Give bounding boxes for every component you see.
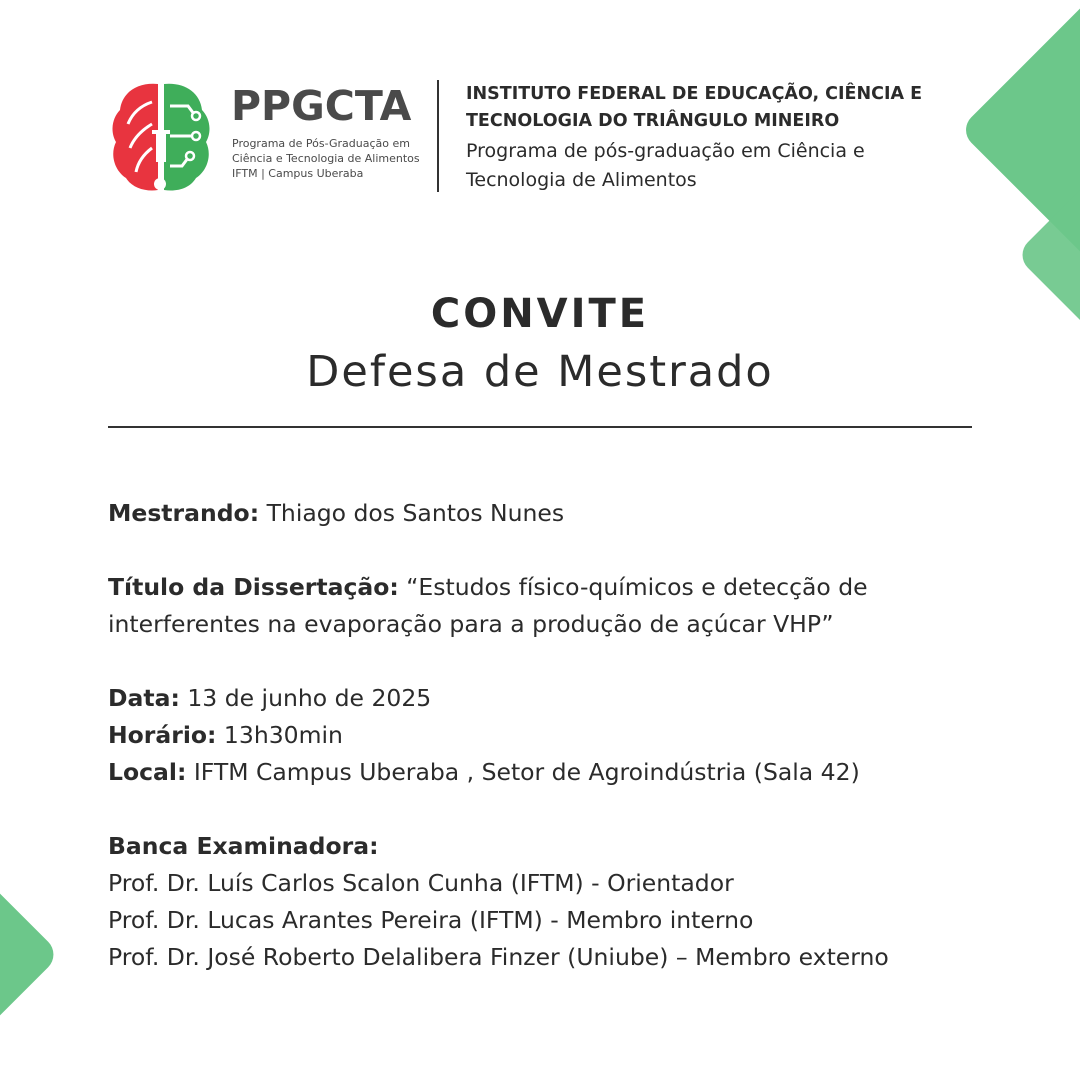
page-title: CONVITE <box>430 291 650 337</box>
corner-diamond-bottom <box>0 866 61 1043</box>
logo-subtitle <box>232 136 420 181</box>
program-name <box>466 137 976 195</box>
committee-heading <box>108 828 978 865</box>
time-row <box>108 717 978 754</box>
student-name: Thiago dos Santos Nunes <box>259 499 565 527</box>
date-row <box>108 680 978 717</box>
committee-label: Banca Examinadora: <box>108 832 379 860</box>
committee-member: Prof. Dr. Lucas Arantes Pereira (IFTM) - Membro interno <box>108 906 754 934</box>
logo-subtitle-line: IFTM | Campus Uberaba <box>232 167 364 180</box>
program-name-line: Tecnologia de Alimentos <box>466 169 697 191</box>
student-row <box>108 495 978 532</box>
time-value: 13h30min <box>216 721 343 749</box>
location-row <box>108 754 978 791</box>
logo-wordmark: PPGCTA <box>231 82 412 130</box>
brain-logo-icon <box>108 80 218 194</box>
thesis-title: “Estudos físico-químicos e detecção de interferentes na evaporação para a produção de açúcar VHP” <box>108 573 868 638</box>
header <box>108 78 978 196</box>
location-value: IFTM Campus Uberaba , Setor de Agroindústria (Sala 42) <box>186 758 860 786</box>
institution-name-line: INSTITUTO FEDERAL DE EDUCAÇÃO, CIÊNCIA E <box>466 84 923 104</box>
thesis-label: Título da Dissertação: <box>108 573 399 601</box>
committee-member: Prof. Dr. José Roberto Delalibera Finzer (Uniube) – Membro externo <box>108 943 889 971</box>
time-label: Horário: <box>108 721 217 749</box>
location-label: Local: <box>108 758 187 786</box>
logo-subtitle-line: Programa de Pós-Graduação em <box>232 137 410 150</box>
invitation-details <box>108 495 978 976</box>
title-divider <box>108 426 972 428</box>
logo-subtitle-line: Ciência e Tecnologia de Alimentos <box>232 152 420 165</box>
thesis-row <box>108 569 978 643</box>
date-value: 13 de junho de 2025 <box>179 684 432 712</box>
committee-member: Prof. Dr. Luís Carlos Scalon Cunha (IFTM) - Orientador <box>108 869 734 897</box>
student-label: Mestrando: <box>108 499 260 527</box>
page-subtitle: Defesa de Mestrado <box>306 347 774 397</box>
date-label: Data: <box>108 684 180 712</box>
program-name-line: Programa de pós-graduação em Ciência e <box>466 140 865 162</box>
institution-name-line: TECNOLOGIA DO TRIÂNGULO MINEIRO <box>466 111 840 131</box>
institution-block <box>466 81 976 195</box>
header-divider <box>437 80 439 192</box>
